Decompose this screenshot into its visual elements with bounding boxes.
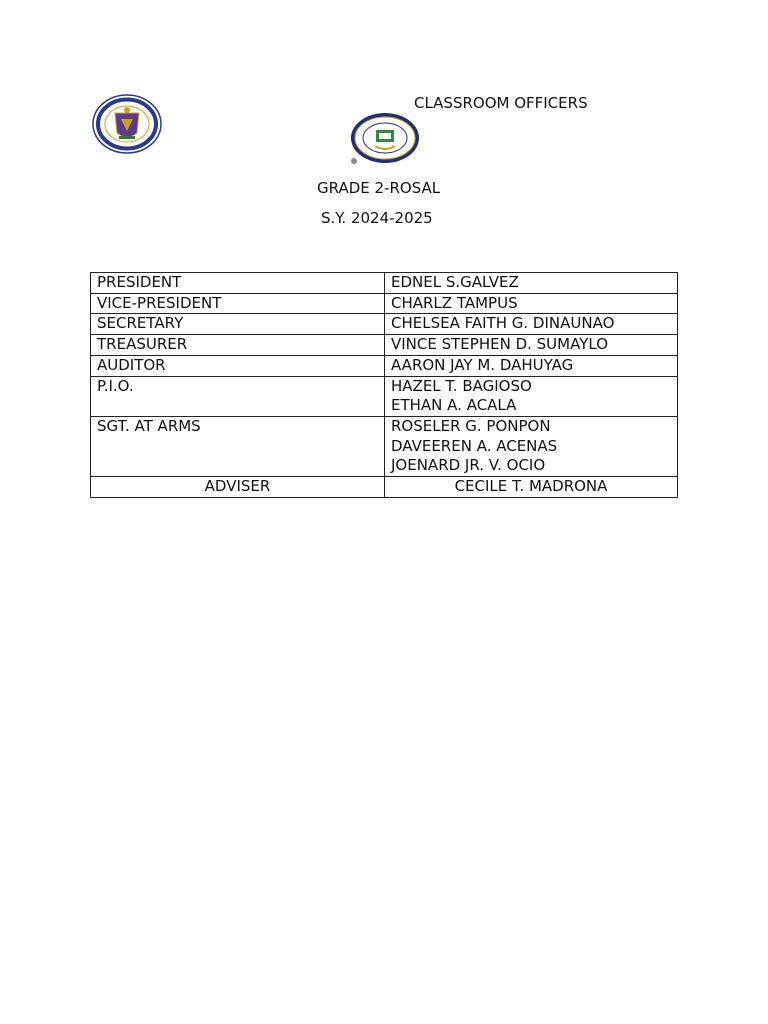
name-cell	[385, 355, 678, 376]
table-row	[91, 355, 678, 376]
page-title: CLASSROOM OFFICERS	[414, 94, 588, 112]
adviser-row	[91, 477, 678, 498]
adviser-label: ADVISER	[91, 477, 385, 498]
position-cell: PRESIDENT	[91, 273, 385, 294]
table-row	[91, 416, 678, 476]
officer-name: HAZEL T. BAGIOSO	[391, 376, 532, 395]
officers-table	[90, 272, 678, 498]
officer-name: CHELSEA FAITH G. DINAUNAO	[391, 314, 615, 333]
name-cell	[385, 273, 678, 294]
officer-name: DAVEEREN A. ACENAS	[391, 436, 558, 455]
position-cell: P.I.O.	[91, 376, 385, 416]
name-cell	[385, 293, 678, 314]
adviser-name: CECILE T. MADRONA	[385, 477, 678, 498]
officer-name: CHARLZ TAMPUS	[391, 293, 518, 312]
officer-name: ROSELER G. PONPON	[391, 416, 551, 435]
table-row	[91, 293, 678, 314]
table-row	[91, 273, 678, 294]
position-cell: SGT. AT ARMS	[91, 416, 385, 476]
position-cell: TREASURER	[91, 335, 385, 356]
deped-seal-icon	[91, 93, 163, 155]
officer-name: JOENARD JR. V. OCIO	[391, 456, 546, 475]
grade-section: GRADE 2-ROSAL	[317, 179, 441, 197]
position-cell: SECRETARY	[91, 314, 385, 335]
officer-name: EDNEL S.GALVEZ	[391, 273, 519, 291]
table-row	[91, 376, 678, 416]
table-row	[91, 335, 678, 356]
officer-name: ETHAN A. ACALA	[391, 396, 517, 415]
name-cell	[385, 314, 678, 335]
name-cell	[385, 416, 678, 476]
officer-name: AARON JAY M. DAHUYAG	[391, 355, 574, 374]
name-cell	[385, 376, 678, 416]
school-year: S.Y. 2024-2025	[321, 209, 433, 227]
table-row	[91, 314, 678, 335]
position-cell: VICE-PRESIDENT	[91, 293, 385, 314]
school-seal-icon	[348, 112, 420, 166]
officer-name: VINCE STEPHEN D. SUMAYLO	[391, 335, 608, 354]
name-cell	[385, 335, 678, 356]
position-cell: AUDITOR	[91, 355, 385, 376]
